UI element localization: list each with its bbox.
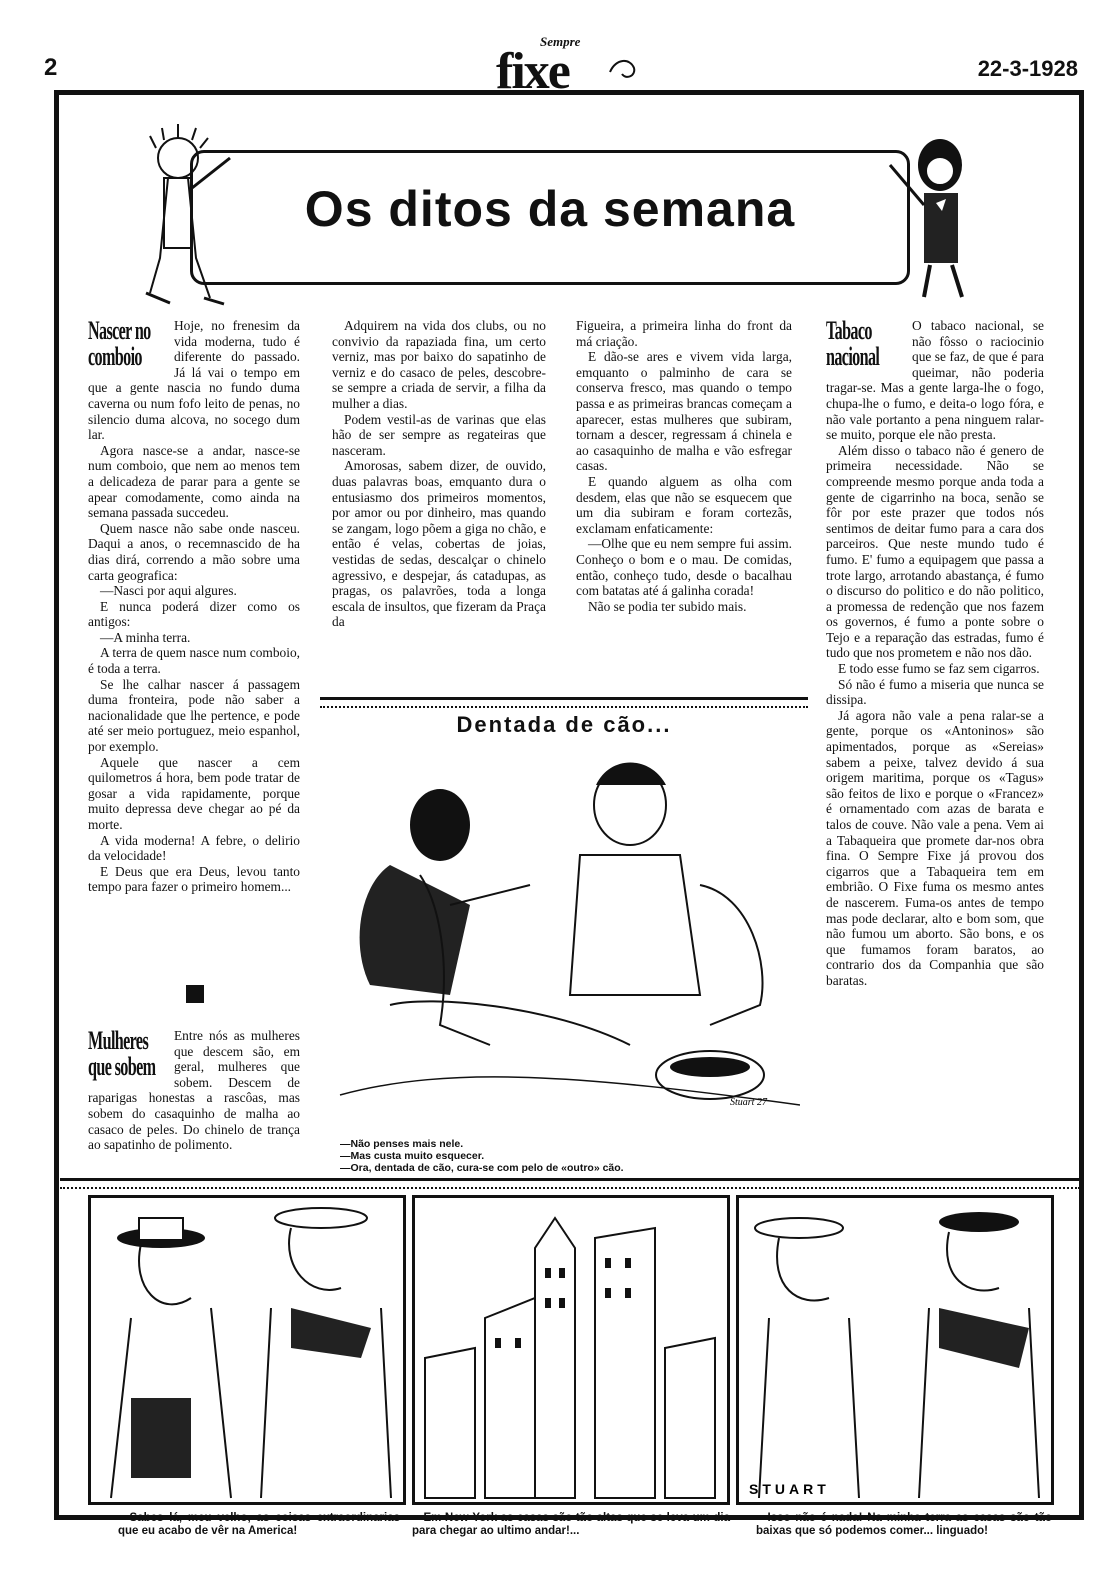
masthead-title: fixe <box>496 43 569 100</box>
panel-2-illustration <box>415 1198 727 1502</box>
kicker-line: nacional <box>826 342 880 371</box>
paragraph: A terra de quem nasce num comboio, é toda a terra. <box>88 645 300 677</box>
paragraph: Figueira, a primeira linha do front da má criação. <box>576 318 792 349</box>
paragraph: Já agora não vale a pena ralar-se a gente, porque os «Antoninos» são apimentados, porque as «Sereias» sabem a peixe, talvez devido á sua origem maritima, porque os «Tagus» são feitos de lixo e porque o «Francez» é ornamentado com azas de barata e talos de couve. Não vale a pena. Vem ai a Tabaqueira que promete dar-nos obra fina. O Sempre Fixe já provou dos cigarros que a Tabaqueira tem em embrião. O Fixe fuma os mesmo antes de nascerem. Fuma-os antes de tempo mas pode declarar, alto e bom som, que não fumou um aborto. São bons, e os que fumamos foram baratos, ao contrario dos da Companhia que são baratas. <box>826 707 1044 988</box>
panel-1-illustration <box>91 1198 403 1502</box>
article-nascer-no-comboio <box>88 318 300 895</box>
paragraph: Aquele que nascer a cem quilometros á hora, bem pode tratar de gosar a vida rapidamente, porque muito depressa deve chegar ao pé da morte. <box>88 754 300 832</box>
panel-3-illustration <box>739 1198 1051 1502</box>
kicker-line: Nascer no <box>88 316 151 345</box>
comic-panel-2 <box>412 1195 730 1505</box>
strip-caption-3: —Isso não é nada! Na minha terra as casas são tão baixas que só podemos comer... linguado! <box>756 1512 1052 1537</box>
paragraph: —A minha terra. <box>100 629 191 645</box>
paragraph: Além disso o tabaco não é genero de primeira necessidade. Não se compreende mesmo porque anda toda a gente de cigarrinho na boca, senão se fôr por este prazer que todos nós sentimos de deitar fumo para a cara dos parceiros. Que neste mundo tudo é fumo. E' fumo a equipagem que passa a trote largo, arrotando abastança, é fumo o discurso do politico e do não politico, a promessa de redenção que nos fazem os governos, é fumo a ponte sobre o Tejo e a reparação das estradas, fumo é tudo que nos prometem e não nos dão. <box>826 442 1044 661</box>
kicker-line: Tabaco <box>826 316 872 345</box>
paragraph: E dão-se ares e vivem vida larga, emquanto o palminho de cara se conserva fresco, mas quando o tempo passa e as primeiras brancas começam a aparecer, estas mulheres que subiram, tornam a descer, regressam á chinela e ao casaquinho de malha e vão esfregar casas. <box>576 349 792 474</box>
paragraph: Quem nasce não sabe onde nasceu. Daqui a anos, o recemnascido de ha dias dirá, correndo a mão sobre uma carta geografica: <box>88 520 300 583</box>
dialog-line: —Não penses mais nele. <box>340 1138 464 1150</box>
dialog-line: —Ora, dentada de cão, cura-se com pelo de «outro» cão. <box>340 1162 624 1174</box>
cartoon-title: Dentada de cão... <box>456 712 672 737</box>
paragraph: Hoje, no frenesim da vida moderna, tudo é diferente do passado. Já lá vai o tempo em que a gente nascia no fundo duma caverna ou num fofo leito de penas, no silencio duma alcova, no socego dum lar. <box>88 318 300 443</box>
strip-top-rule <box>60 1178 1080 1189</box>
comic-panel-1 <box>88 1195 406 1505</box>
dialog-line: —Mas custa muito esquecer. <box>340 1150 485 1162</box>
paragraph: —Nasci por aqui algures. <box>100 583 237 599</box>
masthead <box>490 30 640 100</box>
comic-panel-3 <box>736 1195 1054 1505</box>
paragraph: A vida moderna! A febre, o delirio da velocidade! <box>88 832 300 864</box>
paragraph: Entre nós as mulheres que descem são, em geral, mulheres que sobem. Descem de raparigas honestas a rascôas, mas sobem do casaquinho de malha ao casaco de peles. Do chinelo de trança ao sapatinho de polimento. <box>88 1028 300 1153</box>
paragraph: E quando alguem as olha com desdem, elas que não se esquecem que um dia subiram e foram cortezãs, exclamam enfaticamente: <box>576 473 792 536</box>
strip-caption-1: —Sabes lá, meu velho, as coisas extraordinarias que eu acabo de vêr na America! <box>118 1512 400 1537</box>
paragraph: Agora nasce-se a andar, nasce-se num comboio, que nem ao menos tem a delicadeza de parar para a gente se apear comodamente, como ainda na semana passada succedeu. <box>88 442 300 521</box>
article-continuation-col2 <box>332 318 546 630</box>
paragraph: O tabaco nacional, se não fôsso o raciocinio que se faz, de que é para queimar, não poderia tragar-se. Mas a gente larga-lhe o fogo, chupa-lhe o fumo, e deita-o logo fóra, e não vale portanto a pena ninguem ralar-se muito, porque ele não presta. <box>826 318 1044 443</box>
paragraph: Podem vestil-as de varinas que elas hão de ser sempre as regateiras que nasceram. <box>332 411 546 458</box>
article-kicker <box>826 318 904 374</box>
title-banner <box>190 150 910 285</box>
cartoon-illustration <box>330 745 800 1135</box>
masthead-sub: Sempre <box>540 34 581 49</box>
paragraph: Amorosas, sabem dizer, de ouvido, duas palavras boas, emquanto dura o entusiasmo dos primeiros momentos, por amor ou por dinheiro, mas quando se zangam, logo põem a giga no chão, e então é velas, cobertas de joias, vestidas de sedas, descalçar o chinelo agressivo, e despejar, ás catadupas, as pragas, os palavrões, toda a longa escala de insultos, que fizeram da Praça da <box>332 458 546 630</box>
page-number: 2 <box>44 54 58 81</box>
article-kicker <box>88 318 166 374</box>
paragraph: Se lhe calhar nascer á passagem duma fronteira, pode não saber a nacionalidade que lhe pertence, e pode até ser meio portuguez, meio espanhol, por exemplo. <box>88 676 300 755</box>
cartoon-top-rule <box>320 697 808 708</box>
section-title: Os ditos da semana <box>304 181 796 237</box>
paragraph: Só não é fumo a miseria que nunca se dissipa. <box>826 676 1044 708</box>
paragraph: —Olhe que eu nem sempre fui assim. Conheço o bom e o mau. De comidas, então, conheço tudo, desde o bacalhau com batatas até á galinha corada! <box>576 536 792 599</box>
paragraph: E Deus que era Deus, levou tanto tempo para fazer o primeiro homem... <box>88 863 300 895</box>
paragraph: Não se podia ter subido mais. <box>588 598 747 614</box>
article-mulheres-que-sobem <box>88 1028 300 1153</box>
separator-square <box>186 985 204 1003</box>
strip-caption-2: —Em New-York as casas são tão altas que se leva um dia para chegar ao ultimo andar!... <box>412 1512 730 1537</box>
issue-date: 22-3-1928 <box>977 56 1078 81</box>
kicker-line: comboio <box>88 342 142 371</box>
article-kicker <box>88 1028 166 1084</box>
cartoon-dialog <box>340 1138 800 1174</box>
paragraph: E todo esse fumo se faz sem cigarros. <box>838 661 1040 677</box>
paragraph: Adquirem na vida dos clubs, ou no convivio da rapaziada fina, um certo verniz, mas por baixo do sapatinho de verniz e do casaco de peles, descobre-se sempre a criada de servir, a filha da mulher a dias. <box>332 318 546 411</box>
strip-signature: STUART <box>749 1481 830 1497</box>
paragraph: E nunca poderá dizer como os antigos: <box>88 598 300 630</box>
kicker-line: que sobem <box>88 1052 156 1081</box>
cartoon-signature: Stuart 27 <box>730 1097 767 1108</box>
article-continuation-col3 <box>576 318 792 614</box>
kicker-line: Mulheres <box>88 1026 149 1055</box>
masthead-flourish <box>608 54 638 84</box>
article-tabaco-nacional <box>826 318 1044 989</box>
